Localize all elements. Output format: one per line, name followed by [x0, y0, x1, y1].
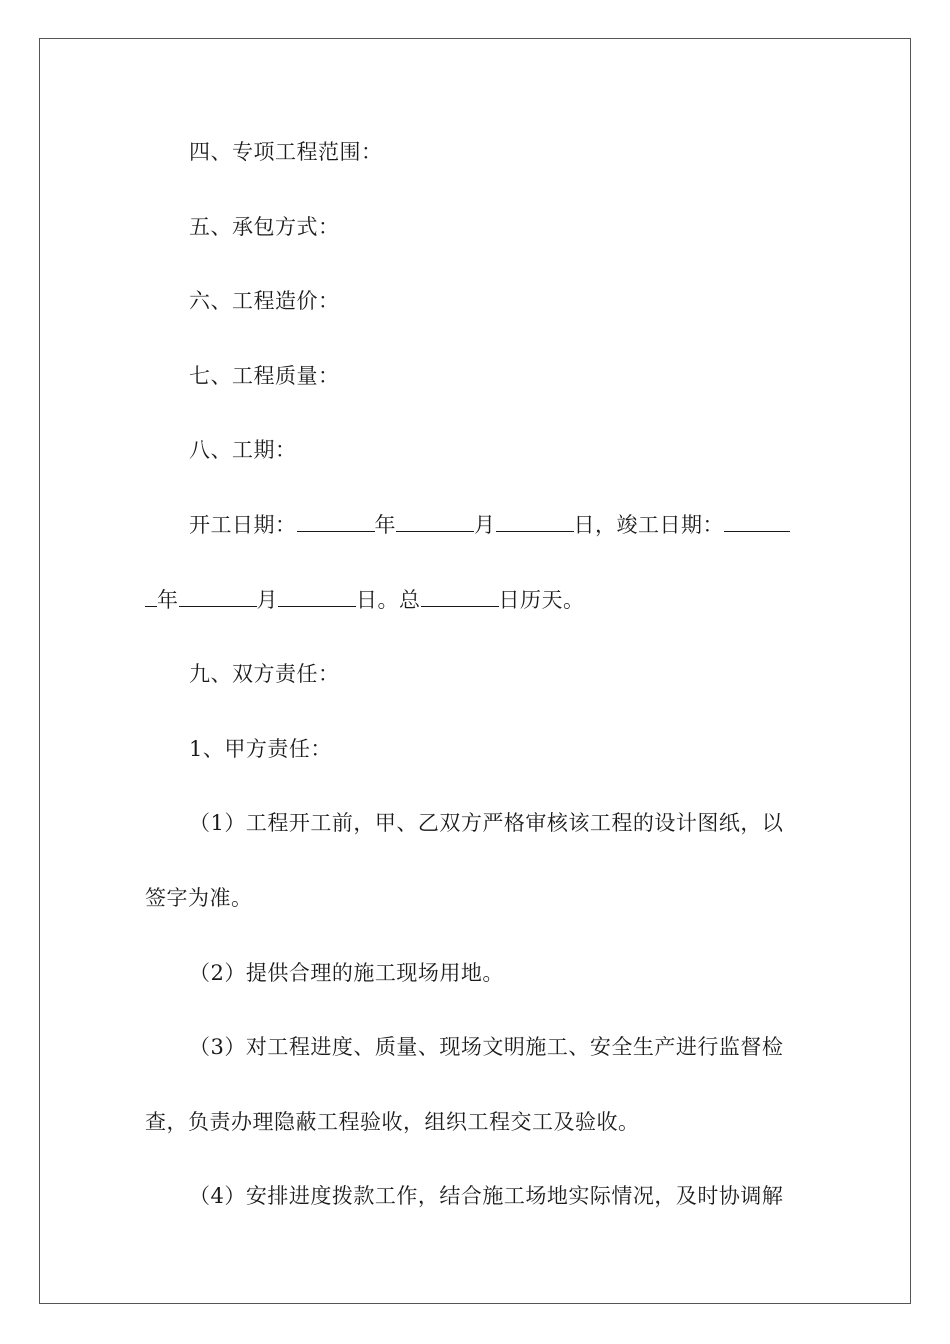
end-month-label: 月	[256, 587, 278, 612]
section-quality: 七、工程质量：	[189, 363, 340, 388]
item-3-line-2: 查，负责办理隐蔽工程验收，组织工程交工及验收。	[145, 1109, 640, 1134]
end-year-blank-part1	[724, 509, 790, 532]
total-days-blank	[421, 584, 499, 607]
start-month-blank	[396, 509, 474, 532]
item-1-line-2: 签字为准。	[145, 885, 253, 910]
document-body	[145, 130, 805, 1249]
end-month-blank	[179, 584, 257, 607]
responsibilities-heading: 九、双方责任：	[189, 662, 340, 687]
item-3-line-1: （3）对工程进度、质量、现场文明施工、安全生产进行监督检	[189, 1035, 784, 1060]
end-day-blank	[278, 584, 356, 607]
schedule-line-2	[145, 578, 805, 653]
schedule-line-1	[145, 503, 805, 578]
section-period: 八、工期：	[189, 438, 297, 463]
start-day-blank	[496, 509, 574, 532]
start-date-label: 开工日期：	[189, 512, 297, 537]
end-day-label: 日。总	[356, 587, 421, 612]
start-year-blank	[297, 509, 375, 532]
section-cost: 六、工程造价：	[189, 289, 340, 314]
start-month-label: 月	[474, 512, 496, 537]
item-1-line-1: （1）工程开工前，甲、乙双方严格审核该工程的设计图纸，以	[189, 811, 784, 836]
end-date-label: 竣工日期：	[616, 512, 724, 537]
end-year-label: 年	[157, 587, 179, 612]
section-contract-method: 五、承包方式：	[189, 214, 340, 239]
end-year-blank-part2	[145, 584, 157, 607]
item-4-line-1: （4）安排进度拨款工作，结合施工场地实际情况，及时协调解	[189, 1184, 784, 1209]
calendar-days-label: 日历天。	[498, 587, 585, 612]
start-day-label: 日，	[573, 512, 617, 537]
section-scope: 四、专项工程范围：	[189, 140, 383, 164]
start-year-label: 年	[374, 512, 396, 537]
item-2-line-1: （2）提供合理的施工现场用地。	[189, 960, 504, 985]
party-a-heading: 1、甲方责任：	[189, 736, 332, 761]
